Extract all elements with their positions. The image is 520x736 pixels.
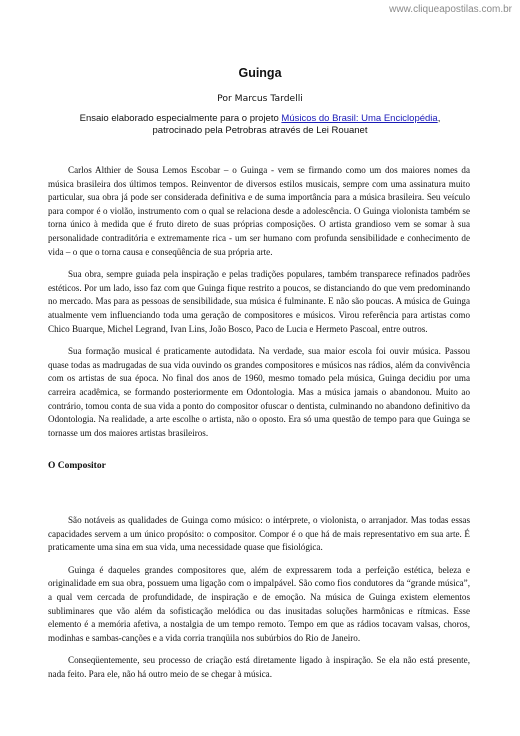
essay-subtitle <box>30 113 490 136</box>
subtitle-prefix: Ensaio elaborado especialmente para o projeto <box>79 113 282 124</box>
paragraph: Conseqüentemente, seu processo de criação está diretamente ligado à inspiração. Se ela não está presente, nada feito. Para ele, não há outro meio de se chegar à música. <box>48 655 470 679</box>
subtitle-sponsor: patrocinado pela Petrobras através de Lei Rouanet <box>152 124 368 136</box>
composer-section <box>48 514 470 691</box>
paragraph: Sua obra, sempre guiada pela inspiração e pelas tradições populares, também transparece refinados padrões estéticos. Por um lado, isso faz com que Guinga fique restrito a poucos, se distanciando do que vem predominando no mercado. Mas para as pessoas de sensibilidade, sua música é fulminante. E não são poucas. A música de Guinga atualmente vem influenciando toda uma geração de compositores e músicos. Virou referência para artistas como Chico Buarque, Michel Legrand, Ivan Lins, João Bosco, Paco de Lucia e Hermeto Pascoal, entre outros. <box>48 269 470 334</box>
intro-section <box>48 164 470 449</box>
paragraph: Guinga é daqueles grandes compositores que, além de expressarem toda a perfeição estética, beleza e originalidade em sua obra, possuem uma ligação com o impalpável. São como fios condutores da “grande música”, a qual vem cercada de profundidade, de inspiração e de emoção. Na música de Guinga existem elementos subliminares que vão além da sofisticação melódica ou das inusitadas soluções harmônicas e rítmicas. Esse elemento é a memória afetiva, a nostalgia de um tempo remoto. Tempo em que as rádios tocavam valsas, choros, modinhas e sambas-canções e a vida corria tranqüila nos subúrbios do Rio de Janeiro. <box>48 564 470 643</box>
subtitle-suffix: , <box>437 113 441 124</box>
project-link[interactable]: Músicos do Brasil: Uma Enciclopédia <box>281 113 438 124</box>
site-watermark: www.cliqueapostilas.com.br <box>389 4 512 15</box>
paragraph: Carlos Althier de Sousa Lemos Escobar – o Guinga - vem se firmando como um dos maiores nomes da música brasileira dos últimos tempos. Reinventor de diversos estilos musicais, sempre com uma assinatura muito particular, sua obra já pode ser considerada definitiva e de suma importância para a música brasileira. Seu veículo para compor é o violão, instrumento com o qual se relaciona desde a adolescência. O Guinga violonista também se torna único à medida que é fruto direto de suas próprias composições. O artista grandioso vem se somar à sua personalidade contraditória e extremamente rica - um ser humano com profunda sensibilidade e conhecimento de vida – o que o torna causa e conseqüência de sua própria arte. <box>48 165 470 257</box>
paragraph: Sua formação musical é praticamente autodidata. Na verdade, sua maior escola foi ouvir música. Passou quase todas as madrugadas de sua vida ouvindo os grandes compositores e músicos nas rádios, além da convivência com os artistas de sua época. No final dos anos de 1960, mesmo tomado pela música, Guinga decidiu por uma carreira acadêmica, se formando posteriormente em Odontologia. Mas a música jamais o abandonou. Muito ao contrário, tomou conta de sua vida a ponto do compositor ofuscar o dentista, culminando no abandono definitivo da Odontologia. Na realidade, a arte escolhe o artista, não o oposto. Era só uma questão de tempo para que Guinga se tornasse um dos maiores artistas brasileiros. <box>48 346 470 438</box>
section-heading: O Compositor <box>48 461 106 471</box>
page-title: Guinga <box>238 66 282 80</box>
paragraph: São notáveis as qualidades de Guinga como músico: o intérprete, o violonista, o arranjador. Mas todas essas capacidades servem a um único propósito: o compositor. Compor é o que há de mais representativo em sua arte. É praticamente uma sina em sua vida, uma necessidade quase que fisiológica. <box>48 515 470 553</box>
author-byline: Por Marcus Tardelli <box>217 93 303 104</box>
